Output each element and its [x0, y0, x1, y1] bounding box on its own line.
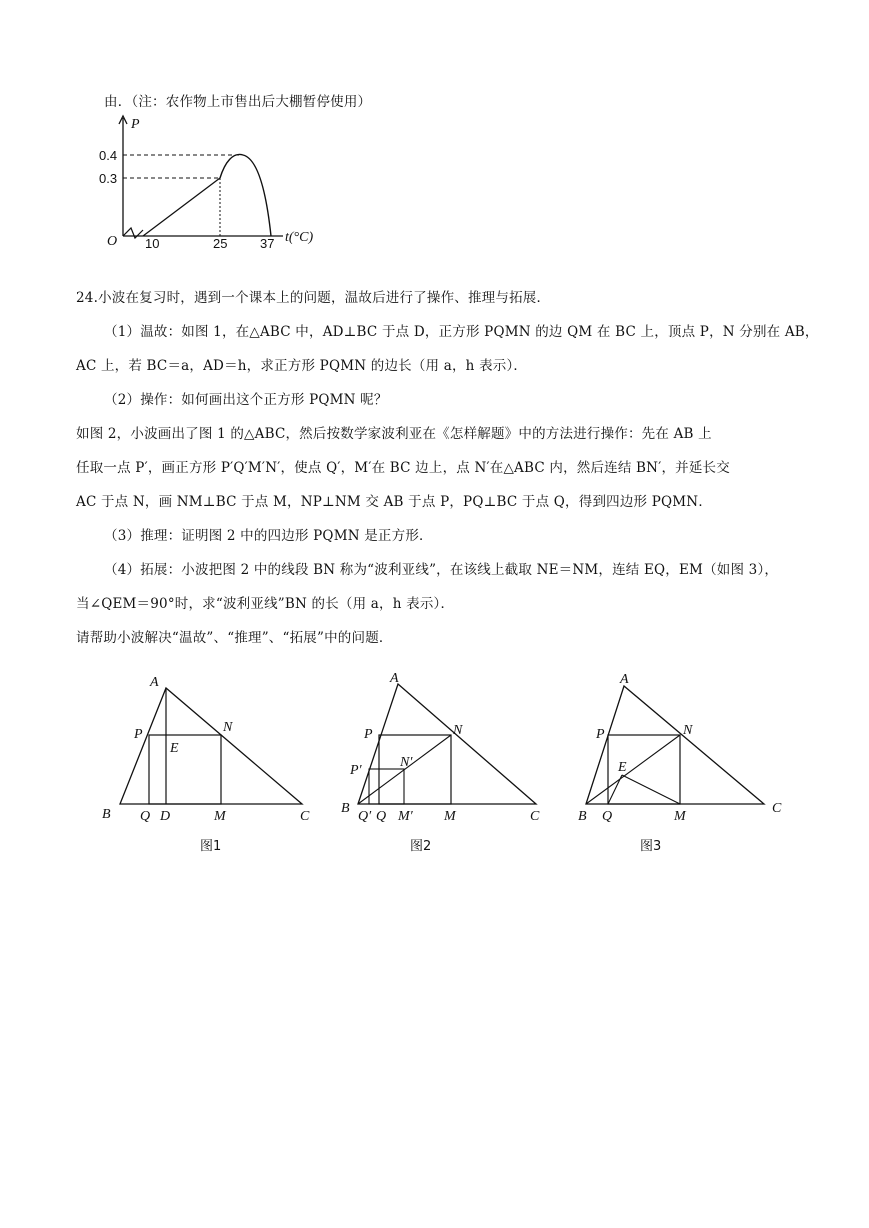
fig2-caption: 图2 — [410, 839, 432, 854]
y-axis-label: P — [131, 117, 140, 132]
fig2-label-M-prime: M′ — [398, 809, 413, 824]
x-axis-label: t(°C) — [285, 230, 314, 245]
fig1-label-D: D — [160, 809, 171, 824]
probability-temperature-graph — [95, 110, 355, 260]
y-tick-03: 0.3 — [99, 171, 118, 186]
fig2-label-Q: Q — [376, 809, 387, 824]
problem-line-2: AC 上，若 BC＝a，AD＝h，求正方形 PQMN 的边长（用 a，h 表示）． — [76, 358, 528, 374]
fig2-label-N: N — [453, 723, 463, 738]
problem-line-9: 当∠QEM＝90°时，求“波利亚线”BN 的长（用 a，h 表示）． — [76, 596, 455, 612]
fig1-label-Q: Q — [140, 809, 151, 824]
top-note: 由．（注：农作物上市售出后大棚暂停使用） — [104, 94, 372, 110]
fig2-label-N-prime: N′ — [400, 755, 413, 770]
x-tick-10: 10 — [145, 236, 160, 251]
fig3-label-N: N — [683, 723, 693, 738]
problem-line-1: （1）温故：如图 1，在△ABC 中，AD⊥BC 于点 D，正方形 PQMN 的边 QM 在 BC 上，顶点 P，N 分别在 AB， — [104, 324, 819, 340]
fig1-label-A: A — [150, 675, 159, 690]
fig3-label-M: M — [674, 809, 686, 824]
fig3-label-E: E — [618, 760, 627, 775]
origin-label: O — [107, 234, 118, 249]
fig2-label-P-prime: P′ — [350, 763, 362, 778]
problem-line-6: AC 于点 N，画 NM⊥BC 于点 M，NP⊥NM 交 AB 于点 P，PQ⊥BC 于点 Q，得到四边形 PQMN． — [76, 494, 713, 510]
fig3-label-Q: Q — [602, 809, 613, 824]
fig1-label-M: M — [214, 809, 226, 824]
x-tick-37: 37 — [260, 236, 275, 251]
fig2-label-B: B — [341, 801, 350, 816]
fig3-label-P: P — [596, 727, 605, 742]
fig2-label-M: M — [444, 809, 456, 824]
fig1-caption: 图1 — [200, 839, 222, 854]
problem-line-5: 任取一点 P′，画正方形 P′Q′M′N′，使点 Q′，M′在 BC 边上，点 N′在△ABC 内，然后连结 BN′，并延长交 — [76, 460, 730, 476]
problem-intro: 24.小波在复习时，遇到一个课本上的问题，温故后进行了操作、推理与拓展． — [76, 290, 551, 306]
x-tick-25: 25 — [213, 236, 228, 251]
fig2-label-Q-prime: Q′ — [358, 809, 372, 824]
figure-1 — [96, 672, 316, 862]
fig3-caption: 图3 — [640, 839, 662, 854]
fig1-label-P: P — [134, 727, 143, 742]
fig1-label-N: N — [223, 720, 233, 735]
fig2-label-A: A — [390, 671, 399, 686]
fig3-label-B: B — [578, 809, 587, 824]
fig2-label-C: C — [530, 809, 540, 824]
problem-line-7: （3）推理：证明图 2 中的四边形 PQMN 是正方形． — [104, 528, 433, 544]
y-tick-04: 0.4 — [99, 148, 118, 163]
problem-line-4: 如图 2，小波画出了图 1 的△ABC，然后按数学家波利亚在《怎样解题》中的方法进行操作：先在 AB 上 — [76, 426, 712, 442]
fig2-label-P: P — [364, 727, 373, 742]
figure-2 — [338, 672, 558, 862]
fig3-label-A: A — [620, 672, 629, 687]
fig1-label-C: C — [300, 809, 310, 824]
fig3-label-C: C — [772, 801, 782, 816]
problem-line-3: （2）操作：如何画出这个正方形 PQMN 呢？ — [104, 392, 388, 408]
fig1-label-B: B — [102, 807, 111, 822]
fig1-label-E: E — [170, 741, 179, 756]
problem-line-8: （4）拓展：小波把图 2 中的线段 BN 称为“波利亚线”，在该线上截取 NE＝NM，连结 EQ，EM（如图 3）， — [104, 562, 779, 578]
figure-3 — [570, 672, 790, 862]
problem-line-10: 请帮助小波解决“温故”、“推理”、“拓展”中的问题． — [76, 630, 393, 646]
